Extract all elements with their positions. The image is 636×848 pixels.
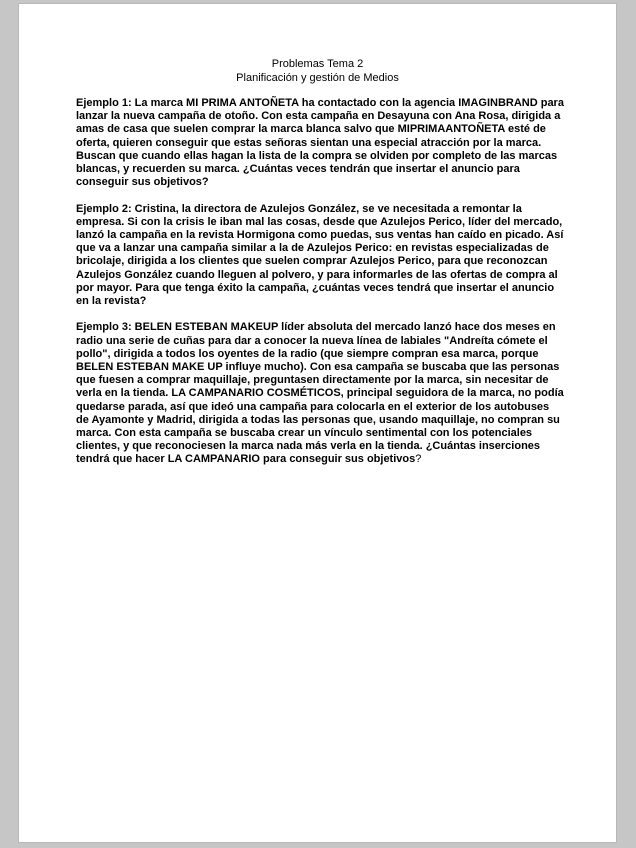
document-title: Problemas Tema 2 xyxy=(271,58,364,70)
paragraph-ejemplo-3 xyxy=(76,321,564,466)
document-subtitle: Planificación y gestión de Medios xyxy=(236,71,399,84)
document-page xyxy=(19,4,616,842)
paragraph-ejemplo-3-question-mark: ? xyxy=(415,453,422,466)
paragraph-ejemplo-3-text: Ejemplo 3: BELEN ESTEBAN MAKEUP líder absoluta del mercado lanzó hace dos meses en radio una serie de cuñas para dar a conocer la nueva línea de labiales "Andreíta cómete el pollo", dirigida a todos los oyentes de la radio (que siempre compran esa marca, porque BELEN ESTEBAN MAKE UP influye mucho). Con esa campaña se buscaba que las personas que fuesen a comprar maquillaje, preguntasen directamente por la marca, sin necesitar de verla en la tienda. LA CAMPANARIO COSMÉTICOS, principal seguidora de la marca, no podía quedarse parada, así que ideó una campaña para colocarla en el exterior de los autobuses de Ayamonte y Madrid, dirigida a todas las personas que, usando maquillaje, no compran su marca. Con esta campaña se buscaba crear un vínculo sentimental con los potenciales clientes, y que reconociesen la marca nada más verla en la tienda. ¿Cuántas inserciones tendrá que hacer LA CAMPANARIO para conseguir sus objetivos xyxy=(76,321,564,466)
paragraph-ejemplo-2: Ejemplo 2: Cristina, la directora de Azulejos González, se ve necesitada a remontar la empresa. Si con la crisis le iban mal las cosas, desde que Azulejos Perico, líder del mercado, lanzó la campaña en la revista Hormigona como puedas, sus ventas han caído en picado. Así que va a lanzar una campaña similar a la de Azulejos Perico: en revistas especializadas de bricolaje, dirigida a los clientes que suelen comprar Azulejos Perico, para que reconozcan Azulejos González cuando lleguen al polvero, y para informarles de las ofertas de compra al por mayor. Para que tenga éxito la campaña, ¿cuántas veces tendrá que insertar el anuncio en la revista? xyxy=(76,202,564,308)
paragraph-ejemplo-1: Ejemplo 1: La marca MI PRIMA ANTOÑETA ha contactado con la agencia IMAGINBRAND para lanzar la nueva campaña de otoño. Con esta campaña en Desayuna con Ana Rosa, dirigida a amas de casa que suelen comprar la marca blanca salvo que MIPRIMAANTOÑETA esté de oferta, quieren conseguir que estas señoras sientan una especial atracción por la marca. Buscan que cuando ellas hagan la lista de la compra se olviden por completo de las marcas blancas, y recuerden su marca. ¿Cuántas veces tendrán que insertar el anuncio para conseguir sus objetivos? xyxy=(76,97,564,189)
title-block xyxy=(19,58,616,85)
document-body xyxy=(76,97,564,480)
